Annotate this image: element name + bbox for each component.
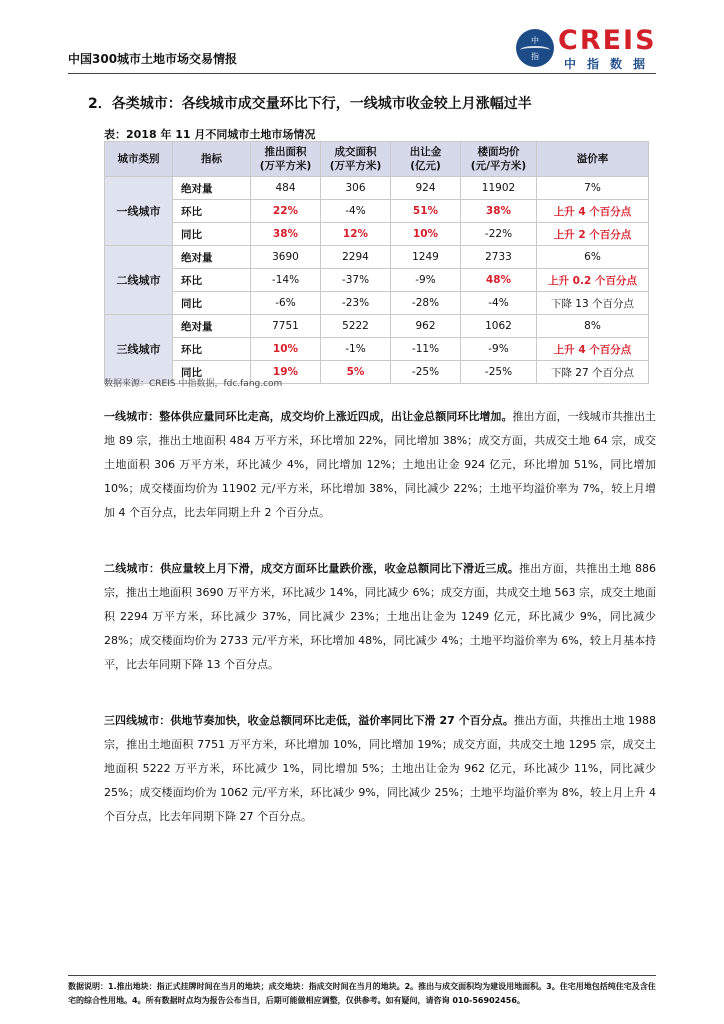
col-header-metric: 指标 [173, 142, 251, 177]
paragraph-tier2 [104, 557, 656, 677]
supply-cell: 22% [251, 200, 321, 223]
revenue-cell: 924 [391, 177, 461, 200]
paragraph-body: 推出方面，一线城市共推出土地 89 宗，推出土地面积 484 万平方米，环比增加 22%，同比增加 38%；成交方面，共成交土地 64 宗，成交土地面积 306 万平方米，环比减少 4%，同比增加 12%；土地出让金 924 亿元，环比增加 51%，同比增加 10%；成交楼面均价为 11902 元/平方米，环比增加 38%，同比减少 22%；土地平均溢价率为 7%，较上月增加 4 个百分点，比去年同期上升 2 个百分点。 [104, 410, 657, 519]
footnote: 数据说明：1.推出地块：指正式挂牌时间在当月的地块；成交地块：指成交时间在当月的地块。2。推出与成交面积均为建设用地面积。3。住宅用地包括纯住宅及含住宅的综合性用地。4。所有数据时点均为报告公布当日，后期可能做相应调整，仅供参考。如有疑问，请咨询 010-56902456。 [68, 982, 656, 1005]
paragraph-tier1 [104, 405, 656, 525]
sold-cell: 5% [321, 361, 391, 384]
col-header-sold: 成交面积 (万平方米) [321, 142, 391, 177]
sold-cell: -37% [321, 269, 391, 292]
table-row [105, 223, 649, 246]
table-source: 数据来源：CREIS 中指数据，fdc.fang.com [104, 379, 283, 389]
table-row [105, 338, 649, 361]
paragraph-lead: 三四线城市：供地节奏加快，收金总额同环比走低，溢价率同比下滑 27 个百分点。 [104, 714, 514, 727]
premium-cell: 上升 2 个百分点 [537, 223, 649, 246]
sold-cell: 5222 [321, 315, 391, 338]
price-cell: 48% [461, 269, 537, 292]
supply-cell: 38% [251, 223, 321, 246]
sold-cell: 306 [321, 177, 391, 200]
category-cell: 三线城市 [105, 315, 173, 384]
metric-cell: 绝对量 [173, 315, 251, 338]
report-header-title: 中国300城市土地市场交易情报 [68, 52, 238, 66]
revenue-cell: 10% [391, 223, 461, 246]
category-cell: 二线城市 [105, 246, 173, 315]
col-header-premium: 溢价率 [537, 142, 649, 177]
land-market-table [104, 141, 649, 384]
supply-cell: 7751 [251, 315, 321, 338]
metric-cell: 绝对量 [173, 246, 251, 269]
metric-cell: 环比 [173, 200, 251, 223]
logo-cn-text: 中指数据 [564, 57, 657, 71]
supply-cell: 19% [251, 361, 321, 384]
sold-cell: -1% [321, 338, 391, 361]
metric-cell: 环比 [173, 269, 251, 292]
premium-cell: 上升 4 个百分点 [537, 200, 649, 223]
premium-cell: 下降 27 个百分点 [537, 361, 649, 384]
revenue-cell: -25% [391, 361, 461, 384]
price-cell: 2733 [461, 246, 537, 269]
premium-cell: 上升 4 个百分点 [537, 338, 649, 361]
sold-cell: -23% [321, 292, 391, 315]
metric-cell: 同比 [173, 223, 251, 246]
price-cell: -25% [461, 361, 537, 384]
col-header-price: 楼面均价 (元/平方米) [461, 142, 537, 177]
table-row [105, 177, 649, 200]
supply-cell: -14% [251, 269, 321, 292]
metric-cell: 环比 [173, 338, 251, 361]
price-cell: -9% [461, 338, 537, 361]
sold-cell: -4% [321, 200, 391, 223]
price-cell: -4% [461, 292, 537, 315]
col-header-category: 城市类别 [105, 142, 173, 177]
premium-cell: 上升 0.2 个百分点 [537, 269, 649, 292]
table-row [105, 292, 649, 315]
premium-cell: 下降 13 个百分点 [537, 292, 649, 315]
price-cell: 1062 [461, 315, 537, 338]
revenue-cell: -9% [391, 269, 461, 292]
category-cell: 一线城市 [105, 177, 173, 246]
logo-brand-text: CREIS [558, 25, 657, 56]
premium-cell: 7% [537, 177, 649, 200]
table-caption: 表：2018 年 11 月不同城市土地市场情况 [104, 128, 316, 141]
supply-cell: -6% [251, 292, 321, 315]
logo-circle-top: 中 [531, 36, 539, 45]
metric-cell: 同比 [173, 361, 251, 384]
logo-emblem-icon [516, 29, 554, 67]
table-row [105, 246, 649, 269]
paragraph-tier3 [104, 709, 656, 829]
paragraph-lead: 一线城市：整体供应量同环比走高，成交均价上涨近四成，出让金总额同环比增加。 [104, 410, 513, 423]
paragraph-body: 推出方面，共推出土地 1988 宗，推出土地面积 7751 万平方米，环比增加 10%，同比增加 19%；成交方面，共成交土地 1295 宗，成交土地面积 5222 万平方米，环比减少 1%，同比增加 5%；土地出让金为 962 亿元，环比减少 11%，同比减少 25%；成交楼面均价为 1062 元/平方米，环比减少 9%，同比减少 25%；土地平均溢价率为 8%，较上月上升 4 个百分点，比去年同期下降 27 个百分点。 [104, 714, 656, 823]
metric-cell: 同比 [173, 292, 251, 315]
table-row [105, 269, 649, 292]
table-row [105, 315, 649, 338]
supply-cell: 10% [251, 338, 321, 361]
metric-cell: 绝对量 [173, 177, 251, 200]
sold-cell: 12% [321, 223, 391, 246]
logo-circle-bottom: 指 [531, 52, 539, 61]
revenue-cell: -28% [391, 292, 461, 315]
section-heading: 2．各类城市：各线城市成交量环比下行，一线城市收金较上月涨幅过半 [88, 96, 532, 112]
supply-cell: 3690 [251, 246, 321, 269]
table-header-row [105, 142, 649, 177]
price-cell: -22% [461, 223, 537, 246]
paragraph-body: 推出方面，共推出土地 886 宗，推出土地面积 3690 万平方米，环比减少 14%，同比减少 6%；成交方面，共成交土地 563 宗，成交土地面积 2294 万平方米，环比减少 37%，同比减少 23%；土地出让金为 1249 亿元，环比减少 9%，同比减少 28%；成交楼面均价为 2733 元/平方米，环比增加 48%，同比减少 4%；土地平均溢价率为 6%，较上月基本持平，比去年同期下降 13 个百分点。 [104, 562, 656, 671]
col-header-supply: 推出面积 (万平方米) [251, 142, 321, 177]
creis-logo [516, 27, 676, 71]
footer-divider [68, 975, 656, 976]
premium-cell: 8% [537, 315, 649, 338]
premium-cell: 6% [537, 246, 649, 269]
paragraph-lead: 二线城市：供应量较上月下滑，成交方面环比量跌价涨，收金总额同比下滑近三成。 [104, 562, 520, 575]
sold-cell: 2294 [321, 246, 391, 269]
header-divider [68, 73, 656, 74]
revenue-cell: 1249 [391, 246, 461, 269]
table-row [105, 200, 649, 223]
price-cell: 11902 [461, 177, 537, 200]
supply-cell: 484 [251, 177, 321, 200]
revenue-cell: -11% [391, 338, 461, 361]
price-cell: 38% [461, 200, 537, 223]
col-header-revenue: 出让金 (亿元) [391, 142, 461, 177]
revenue-cell: 51% [391, 200, 461, 223]
revenue-cell: 962 [391, 315, 461, 338]
